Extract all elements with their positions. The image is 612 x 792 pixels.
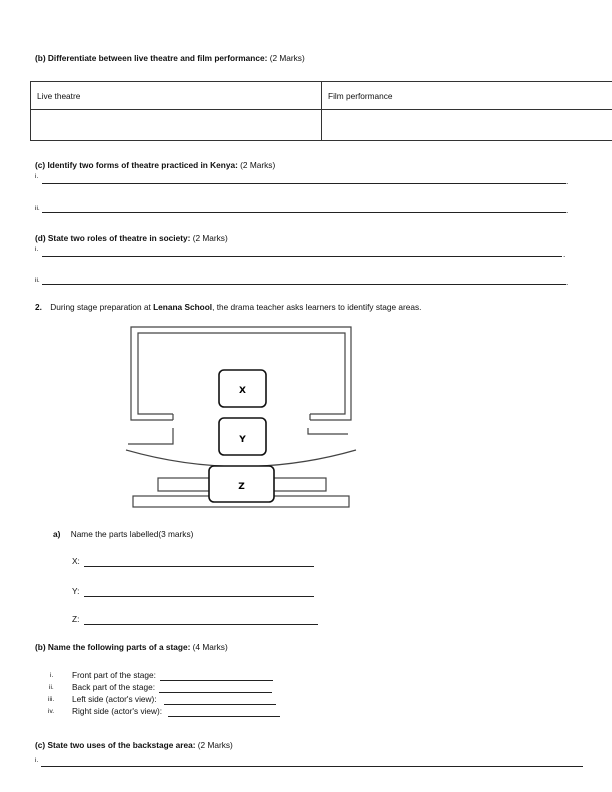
question-2-text-after: , the drama teacher asks learners to identify stage areas.	[212, 302, 422, 312]
question-1d-answer-line-1[interactable]	[42, 256, 562, 257]
stage-label-z: Z	[238, 482, 245, 492]
question-1c-answer-line-2[interactable]	[42, 212, 566, 213]
question-2c-marks: (2 Marks)	[197, 740, 233, 750]
stage-part-4-text: Right side (actor's view):	[72, 706, 163, 716]
stage-part-4-number: iv.	[48, 708, 55, 715]
question-2b-title: (b) Name the following parts of a stage:	[35, 642, 191, 652]
question-1c-item-1-number: i.	[35, 173, 39, 180]
stage-part-1-number: i.	[50, 672, 54, 679]
table-header-live-theatre: Live theatre	[31, 82, 322, 110]
stage-part-1-text: Front part of the stage:	[72, 670, 156, 680]
answer-label-y: Y:	[72, 586, 80, 596]
question-2c-heading	[35, 740, 233, 750]
answer-line-x[interactable]	[84, 566, 314, 567]
question-2-prompt	[35, 302, 421, 312]
question-2a-prompt	[53, 529, 193, 539]
answer-line-z[interactable]	[84, 624, 318, 625]
stage-part-3-answer-line[interactable]	[164, 704, 276, 705]
question-2-text-before: During stage preparation at	[50, 302, 154, 312]
period-mark: .	[566, 176, 569, 186]
question-1c-answer-line-1[interactable]	[42, 183, 566, 184]
stage-label-y: Y	[239, 435, 246, 445]
stage-label-x: X	[239, 386, 246, 396]
stage-part-3-text: Left side (actor's view):	[72, 694, 157, 704]
stage-part-3-number: iii.	[48, 696, 55, 703]
question-1d-title: (d) State two roles of theatre in society:	[35, 233, 191, 243]
question-1d-answer-line-2[interactable]	[42, 284, 566, 285]
question-1b-marks: (2 Marks)	[269, 53, 305, 63]
stage-part-4-answer-line[interactable]	[168, 716, 280, 717]
question-1b-title: (b) Differentiate between live theatre and film performance:	[35, 53, 268, 63]
stage-diagram	[118, 318, 363, 518]
stage-part-1-answer-line[interactable]	[160, 680, 273, 681]
table-cell-live-theatre-answer[interactable]	[31, 110, 322, 141]
question-1d-marks: (2 Marks)	[192, 233, 228, 243]
question-1b-heading	[35, 53, 305, 63]
question-1d-item-1-number: i.	[35, 246, 39, 253]
stage-part-2-answer-line[interactable]	[159, 692, 272, 693]
question-1c-title: (c) Identify two forms of theatre practiced in Kenya:	[35, 160, 238, 170]
question-2a-text: Name the parts labelled(3 marks)	[70, 529, 194, 539]
question-2c-title: (c) State two uses of the backstage area:	[35, 740, 196, 750]
question-2-school-name: Lenana School	[153, 302, 213, 312]
answer-label-z: Z:	[72, 614, 80, 624]
question-1c-item-2-number: ii.	[35, 205, 40, 212]
question-1d-heading	[35, 233, 228, 243]
question-2-number: 2.	[35, 302, 42, 312]
question-2c-item-1-number: i.	[35, 757, 39, 764]
question-2b-marks: (4 Marks)	[192, 642, 228, 652]
question-1c-heading	[35, 160, 275, 170]
stage-part-2-number: ii.	[49, 684, 54, 691]
comparison-table	[30, 81, 612, 141]
period-mark: .	[566, 205, 569, 215]
answer-line-y[interactable]	[84, 596, 314, 597]
question-1c-marks: (2 Marks)	[240, 160, 276, 170]
answer-label-x: X:	[72, 556, 80, 566]
stage-part-2-text: Back part of the stage:	[72, 682, 156, 692]
period-mark: .	[566, 277, 569, 287]
table-cell-film-performance-answer[interactable]	[322, 110, 612, 141]
period-mark: .	[563, 249, 566, 259]
question-2c-answer-line-1[interactable]	[41, 766, 583, 767]
question-1d-item-2-number: ii.	[35, 277, 40, 284]
table-header-film-performance: Film performance	[322, 82, 612, 110]
question-2a-label: a)	[53, 529, 61, 539]
question-2b-heading	[35, 642, 228, 652]
